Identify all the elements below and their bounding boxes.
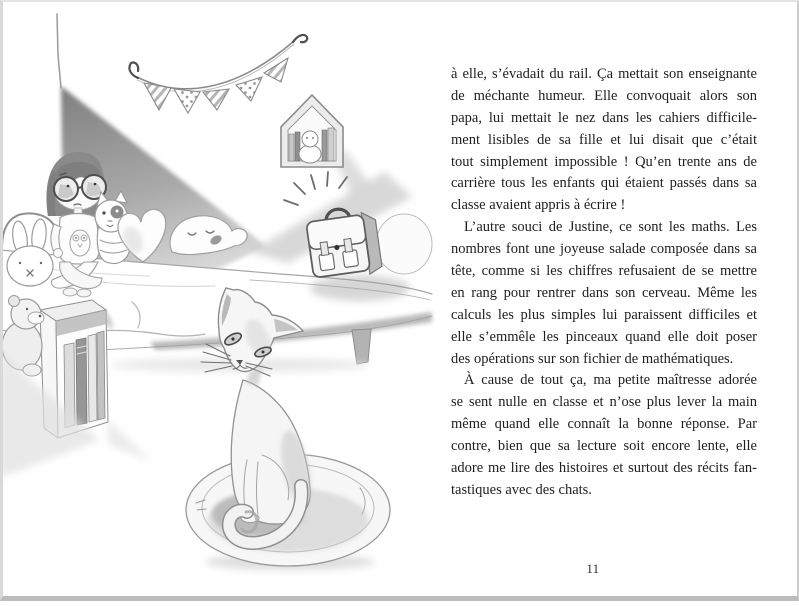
shelf-doll bbox=[299, 131, 321, 163]
paragraph bbox=[451, 370, 757, 501]
satchel-pocket bbox=[319, 253, 335, 271]
paragraph bbox=[451, 64, 757, 217]
text-line: à elle, s’évadait du rail. Ça mettait son enseignante bbox=[451, 66, 757, 82]
text-line: tastiques avec des chats. bbox=[451, 481, 592, 498]
chair-back bbox=[2, 213, 57, 248]
text-line: elle s’emmêle les pinceaux quand elle doit poser bbox=[451, 328, 757, 345]
text-line: nombres font une joyeuse salade composée dans sa bbox=[451, 241, 757, 258]
girl-foot bbox=[63, 288, 77, 296]
pennant-garland bbox=[129, 35, 307, 113]
text-line: de méchante humeur. Elle convoquait alors son bbox=[451, 87, 757, 104]
bed-corner-cushion bbox=[376, 214, 432, 274]
satchel-strap bbox=[320, 242, 329, 256]
shelf-books bbox=[64, 331, 105, 428]
text-line: se sent nulle en classe et n’ose plus lever la main bbox=[451, 394, 757, 411]
text-line: carrière tous les enfants qui étaient passés dans sa bbox=[451, 175, 757, 192]
text-line: en rang pour rentrer dans son cerveau. Même les bbox=[451, 284, 757, 301]
text-line: contre, bien que sa lecture soit encore lente, elle bbox=[451, 438, 757, 455]
garland-left-hook bbox=[129, 63, 138, 78]
bunny-plush bbox=[7, 218, 53, 286]
girl-hand bbox=[54, 249, 63, 258]
satchel-pocket bbox=[343, 250, 359, 268]
text-line: calculs les plus simples lui paraissent difficiles et bbox=[451, 306, 757, 323]
text-line: À cause de tout ça, ma petite maîtresse adorée bbox=[464, 372, 757, 389]
text-line: adore me lire des histoires et surtout des récits fan- bbox=[451, 460, 757, 477]
satchel-strap bbox=[344, 238, 353, 252]
pennant-flag-stripes bbox=[144, 83, 171, 110]
shine-rays bbox=[284, 172, 347, 205]
text-line: classe avaient appris à écrire ! bbox=[451, 197, 626, 214]
text-line: ment lisibles de sa fille et lui disait que c’était bbox=[451, 131, 757, 148]
text-line: même quand elle connaît la bonne réponse. Par bbox=[451, 416, 757, 433]
pennant-flag-stripes bbox=[203, 89, 229, 110]
page-number: 11 bbox=[586, 562, 600, 576]
garland-right-hook bbox=[293, 35, 307, 42]
text-column bbox=[451, 64, 757, 502]
bed-leg bbox=[352, 329, 371, 364]
paragraph bbox=[451, 217, 757, 370]
text-line: tête, comme si les chiffres refusaient de se mettre bbox=[451, 263, 757, 280]
text-line: des opérations sur son fichier de mathématiques. bbox=[451, 350, 734, 367]
house-shaped-shelf bbox=[281, 95, 343, 167]
pennant-flag-dots bbox=[174, 89, 200, 113]
text-line: L’autre souci de Justine, ce sont les maths. Les bbox=[464, 219, 757, 236]
girl-foot bbox=[77, 289, 91, 297]
text-page bbox=[440, 0, 799, 601]
text-line: papa, lui mettait le nez dans les cahiers difficile- bbox=[451, 109, 757, 126]
pennant-flag-dots bbox=[236, 77, 262, 101]
text-line: tout simplement impossible ! Qu’en trente ans de bbox=[451, 153, 757, 170]
